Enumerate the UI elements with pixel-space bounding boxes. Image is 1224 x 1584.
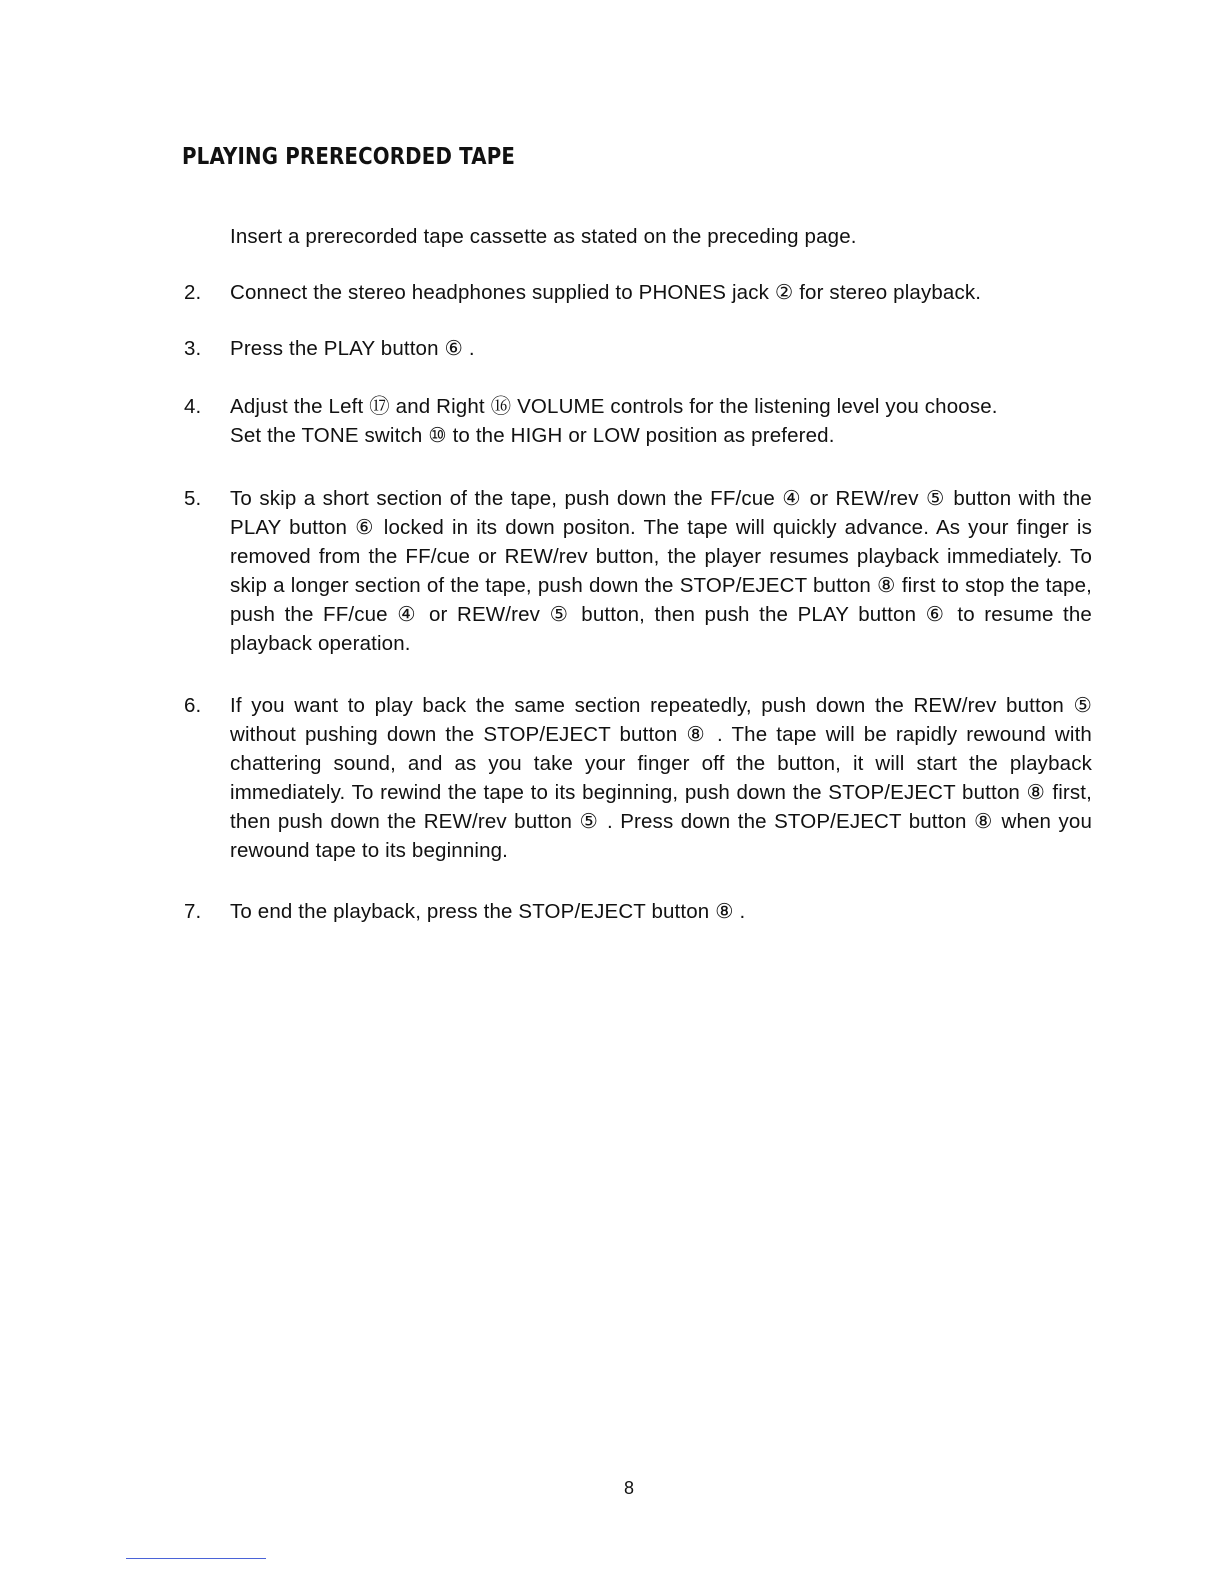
- footer-rule: [126, 1558, 266, 1559]
- step-number: 4.: [184, 395, 202, 418]
- step-text-continued: Set the TONE switch ⑩ to the HIGH or LOW position as prefered.: [230, 424, 835, 447]
- instruction-step: [180, 691, 1092, 865]
- instruction-step: [180, 278, 1092, 307]
- step-text: Press the PLAY button ⑥ .: [230, 337, 475, 360]
- page-number: 8: [624, 1478, 635, 1498]
- step-text: If you want to play back the same section repeatedly, push down the REW/rev button ⑤ without pushing down the STOP/EJECT button ⑧ . The tape will be rapidly rewound with chattering sound, and as you take your finger off the button, it will start the playback immediately. To rewind the tape to its beginning, push down the STOP/EJECT button ⑧ first, then push down the REW/rev button ⑤ . Press down the STOP/EJECT button ⑧ when you rewound tape to its beginning.: [230, 694, 1092, 862]
- step-text: Adjust the Left ⑰ and Right ⑯ VOLUME controls for the listening level you choose.: [230, 395, 998, 418]
- instruction-step: [180, 334, 1092, 363]
- step-number: 2.: [184, 281, 202, 304]
- instruction-step: [180, 392, 1092, 450]
- step-number: 7.: [184, 900, 202, 923]
- step-number: 6.: [184, 694, 202, 717]
- step-text: To end the playback, press the STOP/EJECT button ⑧ .: [230, 900, 746, 923]
- step-text: Connect the stereo headphones supplied to PHONES jack ② for stereo playback.: [230, 281, 982, 304]
- instruction-step: [180, 897, 1092, 926]
- instruction-step: [180, 484, 1092, 658]
- section-heading: PLAYING PRERECORDED TAPE: [182, 144, 516, 170]
- step-number: 5.: [184, 487, 202, 510]
- step-text: To skip a short section of the tape, push down the FF/cue ④ or REW/rev ⑤ button with the PLAY button ⑥ locked in its down positon. The tape will quickly advance. As your finger is removed from the FF/cue or REW/rev button, the player resumes playback immediately. To skip a longer section of the tape, push down the STOP/EJECT button ⑧ first to stop the tape, push the FF/cue ④ or REW/rev ⑤ button, then push the PLAY button ⑥ to resume the playback operation.: [230, 487, 1092, 655]
- step-number: 3.: [184, 337, 202, 360]
- step-text: Insert a prerecorded tape cassette as stated on the preceding page.: [230, 225, 857, 248]
- instruction-list: [180, 222, 1092, 926]
- instruction-step: [180, 222, 1092, 251]
